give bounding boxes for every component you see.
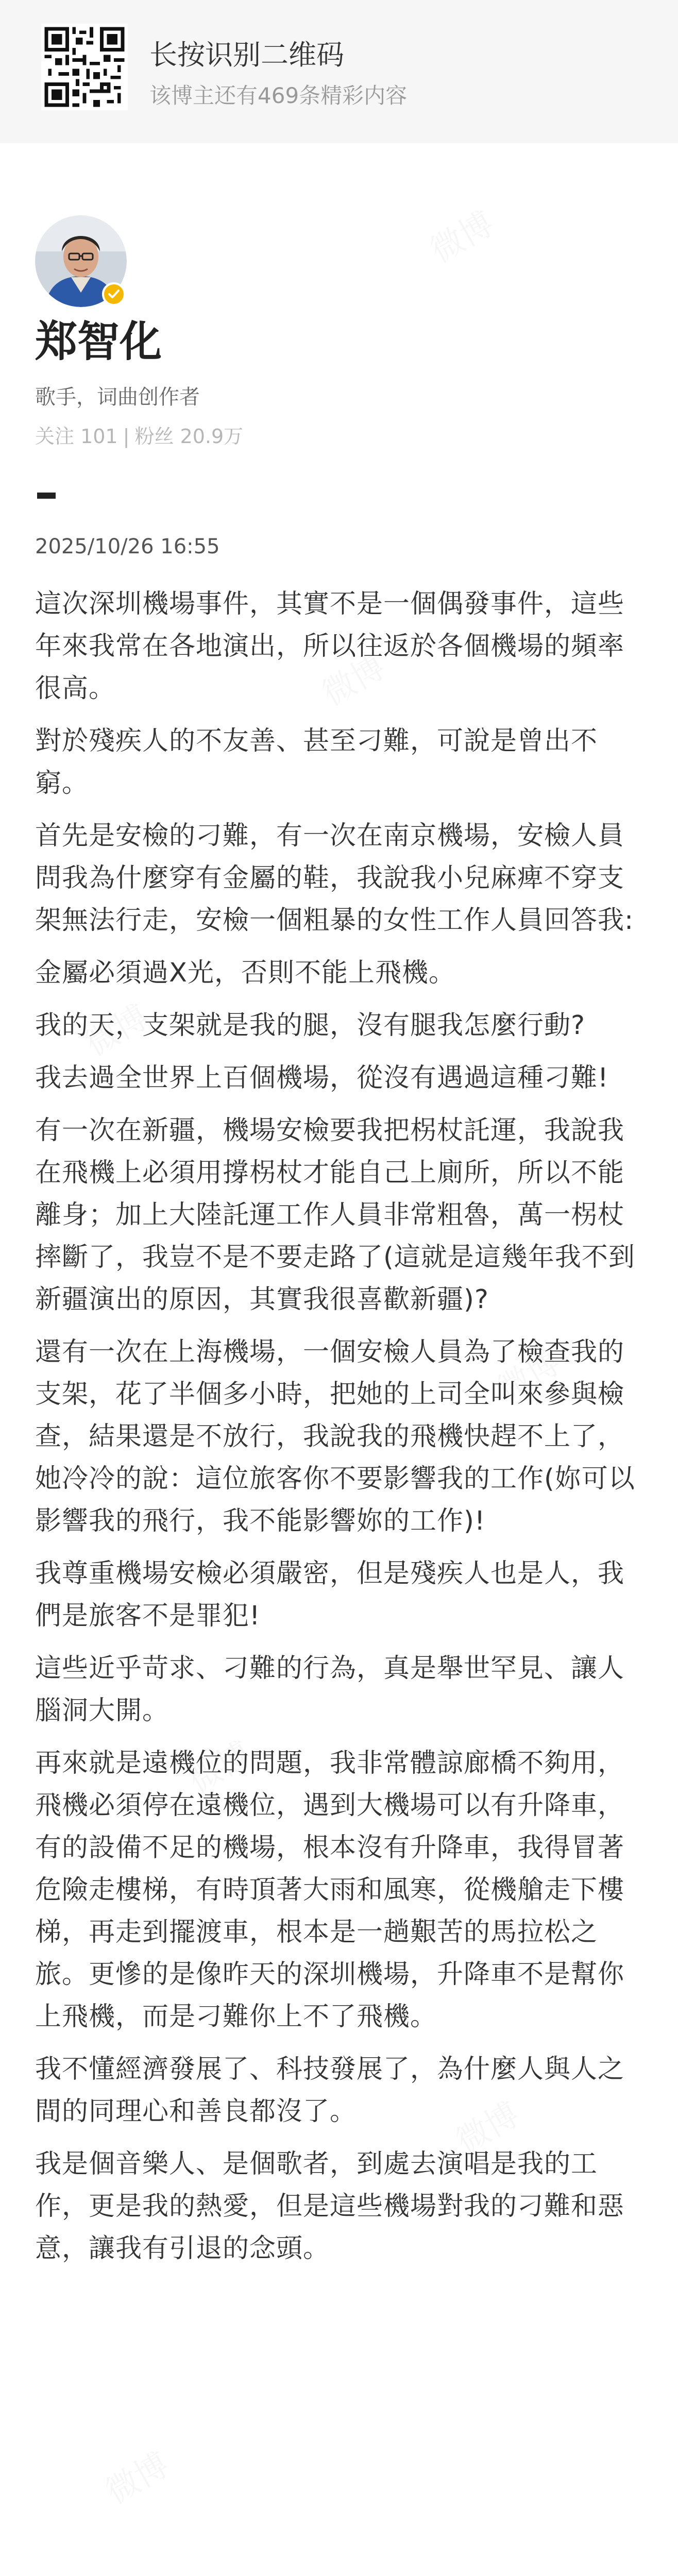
user-stats — [35, 423, 243, 449]
post-paragraph: 我是個音樂人、是個歌者，到處去演唱是我的工作，更是我的熱愛，但是這些機場對我的刁難和惡意，讓我有引退的念頭。 — [35, 2149, 625, 2264]
post-paragraph: 這些近乎苛求、刁難的行為，真是舉世罕見、讓人腦洞大開。 — [35, 1653, 625, 1726]
followers-count[interactable]: 粉丝 20.9万 — [134, 425, 244, 448]
watermark — [96, 2439, 177, 2513]
post-paragraph: 有一次在新疆，機場安檢要我把柺杖託運，我說我在飛機上必須用撐柺杖才能自己上廁所，所以不能離身；加上大陸託運工作人員非常粗魯，萬一柺杖摔斷了，我豈不是不要走路了(這就是這幾年我不到新疆演出的原因，其實我很喜歡新疆)? — [35, 1115, 635, 1315]
stats-separator: | — [123, 425, 130, 448]
following-count[interactable]: 关注 101 — [35, 425, 118, 448]
post-paragraph: 我去過全世界上百個機場，從沒有遇過這種刁難! — [35, 1063, 609, 1093]
post-paragraph: 對於殘疾人的不友善、甚至刁難，可說是曾出不窮。 — [35, 726, 598, 799]
post-paragraph: 再來就是遠機位的問題，我非常體諒廊橋不夠用，飛機必須停在遠機位，遇到大機場可以有升降車，有的設備不足的機場，根本沒有升降車，我得冒著危險走樓梯，有時頂著大雨和風寒，從機艙走下樓梯，再走到擺渡車，根本是一趟艱苦的馬拉松之旅。更慘的是像昨天的深圳機場，升降車不是幫你上飛機，而是刁難你上不了飛機。 — [35, 1748, 625, 2032]
post-body — [35, 583, 643, 2280]
post-paragraph: 金屬必須過X光，否則不能上飛機。 — [35, 958, 455, 988]
post-timestamp: 2025/10/26 16:55 — [35, 535, 220, 558]
banner-title: 长按识别二维码 — [149, 39, 344, 71]
qr-banner[interactable] — [0, 0, 678, 143]
divider — [37, 493, 56, 499]
watermark — [420, 198, 501, 272]
post-paragraph: 首先是安檢的刁難，有一次在南京機場，安檢人員問我為什麼穿有金屬的鞋，我說我小兒麻痺不穿支架無法行走，安檢一個粗暴的女性工作人員回答我: — [35, 821, 634, 936]
post-paragraph: 我不懂經濟發展了、科技發展了，為什麼人與人之間的同理心和善良都沒了。 — [35, 2054, 625, 2127]
post-paragraph: 還有一次在上海機場，一個安檢人員為了檢查我的支架，花了半個多小時，把她的上司全叫來參與檢查，結果還是不放行，我說我的飛機快趕不上了，她冷冷的說：這位旅客你不要影響我的工作(妳可以影響我的飛行，我不能影響妳的工作)! — [35, 1337, 635, 1536]
verified-badge-icon — [102, 282, 126, 306]
user-bio: 歌手，词曲创作者 — [35, 385, 200, 409]
banner-subtitle: 该博主还有469条精彩内容 — [149, 83, 408, 108]
avatar[interactable] — [35, 215, 127, 307]
post-paragraph: 這次深圳機場事件，其實不是一個偶發事件，這些年來我常在各地演出，所以往返於各個機場的頻率很高。 — [35, 589, 625, 704]
post-paragraph: 我尊重機場安檢必須嚴密，但是殘疾人也是人，我們是旅客不是罪犯! — [35, 1558, 625, 1631]
post-paragraph: 我的天，支架就是我的腿，沒有腿我怎麼行動? — [35, 1010, 586, 1041]
username[interactable]: 郑智化 — [35, 317, 162, 366]
qr-code-icon[interactable] — [41, 24, 128, 110]
